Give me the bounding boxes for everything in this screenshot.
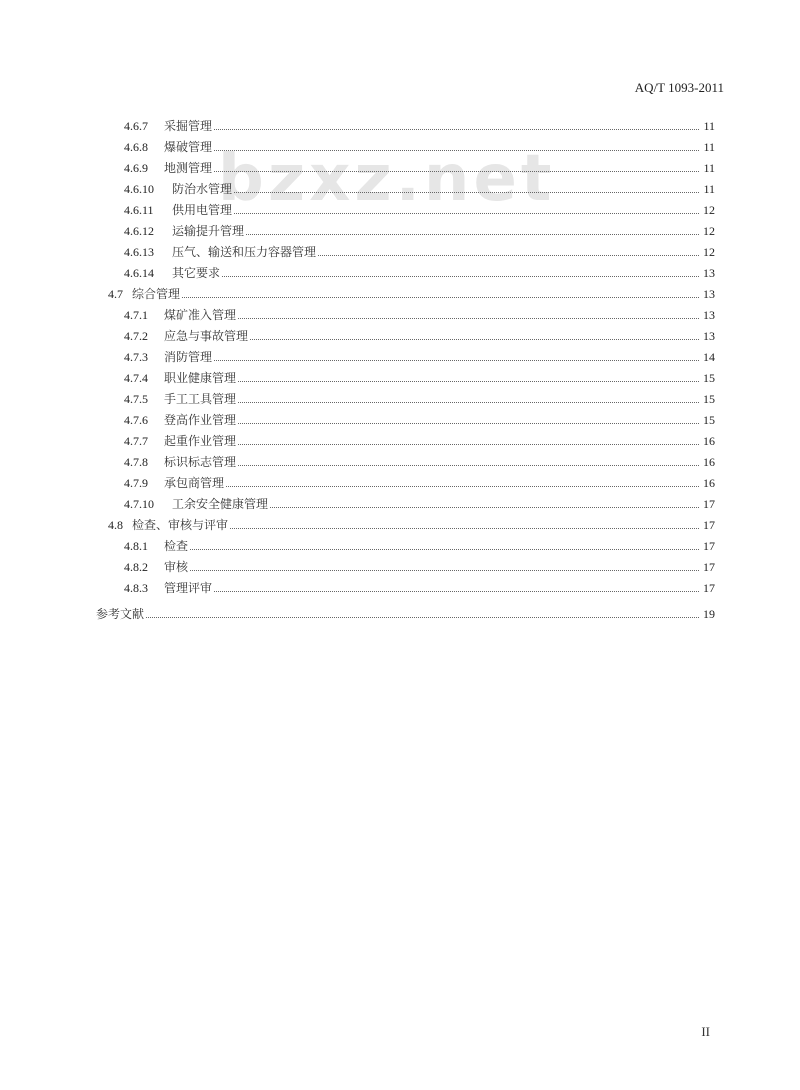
toc-entry-title: 煤矿准入管理: [164, 308, 237, 322]
toc-leader-dots: [222, 276, 699, 277]
toc-entry-number: 4.6.7: [124, 119, 148, 133]
toc-entry-title: 综合管理: [132, 287, 181, 301]
document-code: AQ/T 1093-2011: [634, 80, 724, 95]
toc-entry[interactable]: [124, 407, 715, 427]
toc-entry-page: 19: [703, 607, 715, 621]
toc-leader-dots: [238, 423, 699, 424]
toc-entry-number: 4.7.4: [124, 371, 148, 385]
toc-entry-page: 15: [703, 413, 715, 427]
toc-entry-number: 4.7.8: [124, 455, 148, 469]
toc-entry-title: 其它要求: [172, 266, 221, 280]
toc-entry-number: 4.8.2: [124, 560, 148, 574]
toc-entry[interactable]: [124, 323, 715, 343]
toc-entry-number: 4.7.10: [124, 497, 154, 511]
toc-entry-number: 4.8.1: [124, 539, 148, 553]
toc-entry-title: 参考文献: [96, 607, 145, 621]
toc-entry[interactable]: [124, 575, 715, 595]
toc-entry-page: 16: [703, 434, 715, 448]
toc-leader-dots: [250, 339, 699, 340]
toc-entry[interactable]: [108, 512, 715, 532]
toc-entry-title: 供用电管理: [172, 203, 233, 217]
toc-entry-number: 4.6.9: [124, 161, 148, 175]
toc-entry-page: 17: [703, 497, 715, 511]
toc-leader-dots: [214, 591, 699, 592]
toc-entry[interactable]: [108, 281, 715, 301]
toc-entry-number: 4.7.3: [124, 350, 148, 364]
toc-leader-dots: [238, 318, 699, 319]
toc-entry-title: 管理评审: [164, 581, 213, 595]
toc-entry-number: 4.8.3: [124, 581, 148, 595]
toc-leader-dots: [214, 129, 699, 130]
toc-leader-dots: [234, 213, 699, 214]
toc-entry-page: 13: [703, 329, 715, 343]
toc-entry-page: 17: [703, 518, 715, 532]
page-number: II: [701, 1024, 710, 1039]
toc-entry[interactable]: [124, 197, 715, 217]
toc-entry-number: 4.6.13: [124, 245, 154, 259]
toc-leader-dots: [214, 150, 699, 151]
toc-entry-page: 17: [703, 560, 715, 574]
toc-leader-dots: [270, 507, 699, 508]
toc-entry-page: 11: [703, 140, 715, 154]
toc-entry-title: 防治水管理: [172, 182, 233, 196]
toc-entry-number: 4.7.7: [124, 434, 148, 448]
toc-entry-number: 4.7.1: [124, 308, 148, 322]
toc-leader-dots: [146, 617, 699, 618]
toc-entry-page: 12: [703, 224, 715, 238]
toc-leader-dots: [190, 549, 699, 550]
toc-entry[interactable]: [124, 302, 715, 322]
toc-entry[interactable]: [124, 239, 715, 259]
toc-entry-page: 11: [703, 161, 715, 175]
toc-entry-number: 4.6.14: [124, 266, 154, 280]
toc-entry[interactable]: [124, 113, 715, 133]
toc-entry-title: 应急与事故管理: [164, 329, 249, 343]
toc-entry-title: 职业健康管理: [164, 371, 237, 385]
toc-entry-title: 地测管理: [164, 161, 213, 175]
toc-leader-dots: [238, 465, 699, 466]
toc-entry[interactable]: [124, 470, 715, 490]
toc-entry-page: 11: [703, 182, 715, 196]
toc-entry-number: 4.6.8: [124, 140, 148, 154]
toc-entry-number: 4.8: [108, 518, 123, 532]
toc-entry[interactable]: [124, 449, 715, 469]
toc-entry[interactable]: [124, 365, 715, 385]
toc-entry-title: 承包商管理: [164, 476, 225, 490]
toc-entry-page: 13: [703, 308, 715, 322]
toc-leader-dots: [214, 171, 699, 172]
toc-entry-title: 检查、审核与评审: [132, 518, 229, 532]
toc-entry-number: 4.7.9: [124, 476, 148, 490]
toc-entry-page: 16: [703, 476, 715, 490]
toc-entry[interactable]: [124, 134, 715, 154]
toc-leader-dots: [246, 234, 699, 235]
toc-entry-page: 13: [703, 266, 715, 280]
toc-leader-dots: [318, 255, 699, 256]
toc-entry[interactable]: [124, 344, 715, 364]
toc-entry-title: 登高作业管理: [164, 413, 237, 427]
toc-entry-page: 15: [703, 392, 715, 406]
toc-entry-title: 手工工具管理: [164, 392, 237, 406]
toc-entry[interactable]: [124, 533, 715, 553]
toc-leader-dots: [190, 570, 699, 571]
toc-entry-number: 4.6.11: [124, 203, 154, 217]
toc-entry-references[interactable]: [96, 601, 715, 621]
toc-entry[interactable]: [124, 176, 715, 196]
toc-entry-page: 13: [703, 287, 715, 301]
toc-entry-title: 压气、输送和压力容器管理: [172, 245, 317, 259]
toc-entry-title: 消防管理: [164, 350, 213, 364]
toc-entry-title: 运输提升管理: [172, 224, 245, 238]
toc-entry-title: 工余安全健康管理: [172, 497, 269, 511]
toc-entry[interactable]: [124, 386, 715, 406]
toc-entry-title: 起重作业管理: [164, 434, 237, 448]
toc-entry-number: 4.6.12: [124, 224, 154, 238]
toc-entry-title: 采掘管理: [164, 119, 213, 133]
watermark: bzxz.net: [218, 142, 556, 216]
toc-entry-number: 4.7.6: [124, 413, 148, 427]
toc-entry-title: 爆破管理: [164, 140, 213, 154]
toc-leader-dots: [238, 381, 699, 382]
toc-entry[interactable]: [124, 260, 715, 280]
toc-entry[interactable]: [124, 491, 715, 511]
toc-entry-number: 4.7: [108, 287, 123, 301]
toc-leader-dots: [238, 402, 699, 403]
toc-entry[interactable]: [124, 428, 715, 448]
toc-entry-title: 标识标志管理: [164, 455, 237, 469]
toc-entry-page: 14: [703, 350, 715, 364]
toc-entry-number: 4.7.5: [124, 392, 148, 406]
toc-leader-dots: [238, 444, 699, 445]
toc-entry-title: 检查: [164, 539, 189, 553]
toc-entry-page: 12: [703, 203, 715, 217]
toc-entry-number: 4.6.10: [124, 182, 154, 196]
toc-leader-dots: [214, 360, 699, 361]
toc-leader-dots: [230, 528, 699, 529]
toc-entry-page: 17: [703, 539, 715, 553]
toc-entry-page: 12: [703, 245, 715, 259]
toc-entry-page: 11: [703, 119, 715, 133]
toc-entry-page: 16: [703, 455, 715, 469]
toc-entry-page: 15: [703, 371, 715, 385]
toc-entry-page: 17: [703, 581, 715, 595]
toc-entry[interactable]: [124, 218, 715, 238]
toc-leader-dots: [226, 486, 699, 487]
toc-leader-dots: [234, 192, 699, 193]
toc-leader-dots: [182, 297, 699, 298]
toc-entry[interactable]: [124, 155, 715, 175]
toc-entry-number: 4.7.2: [124, 329, 148, 343]
toc-entry[interactable]: [124, 554, 715, 574]
toc-entry-title: 审核: [164, 560, 189, 574]
